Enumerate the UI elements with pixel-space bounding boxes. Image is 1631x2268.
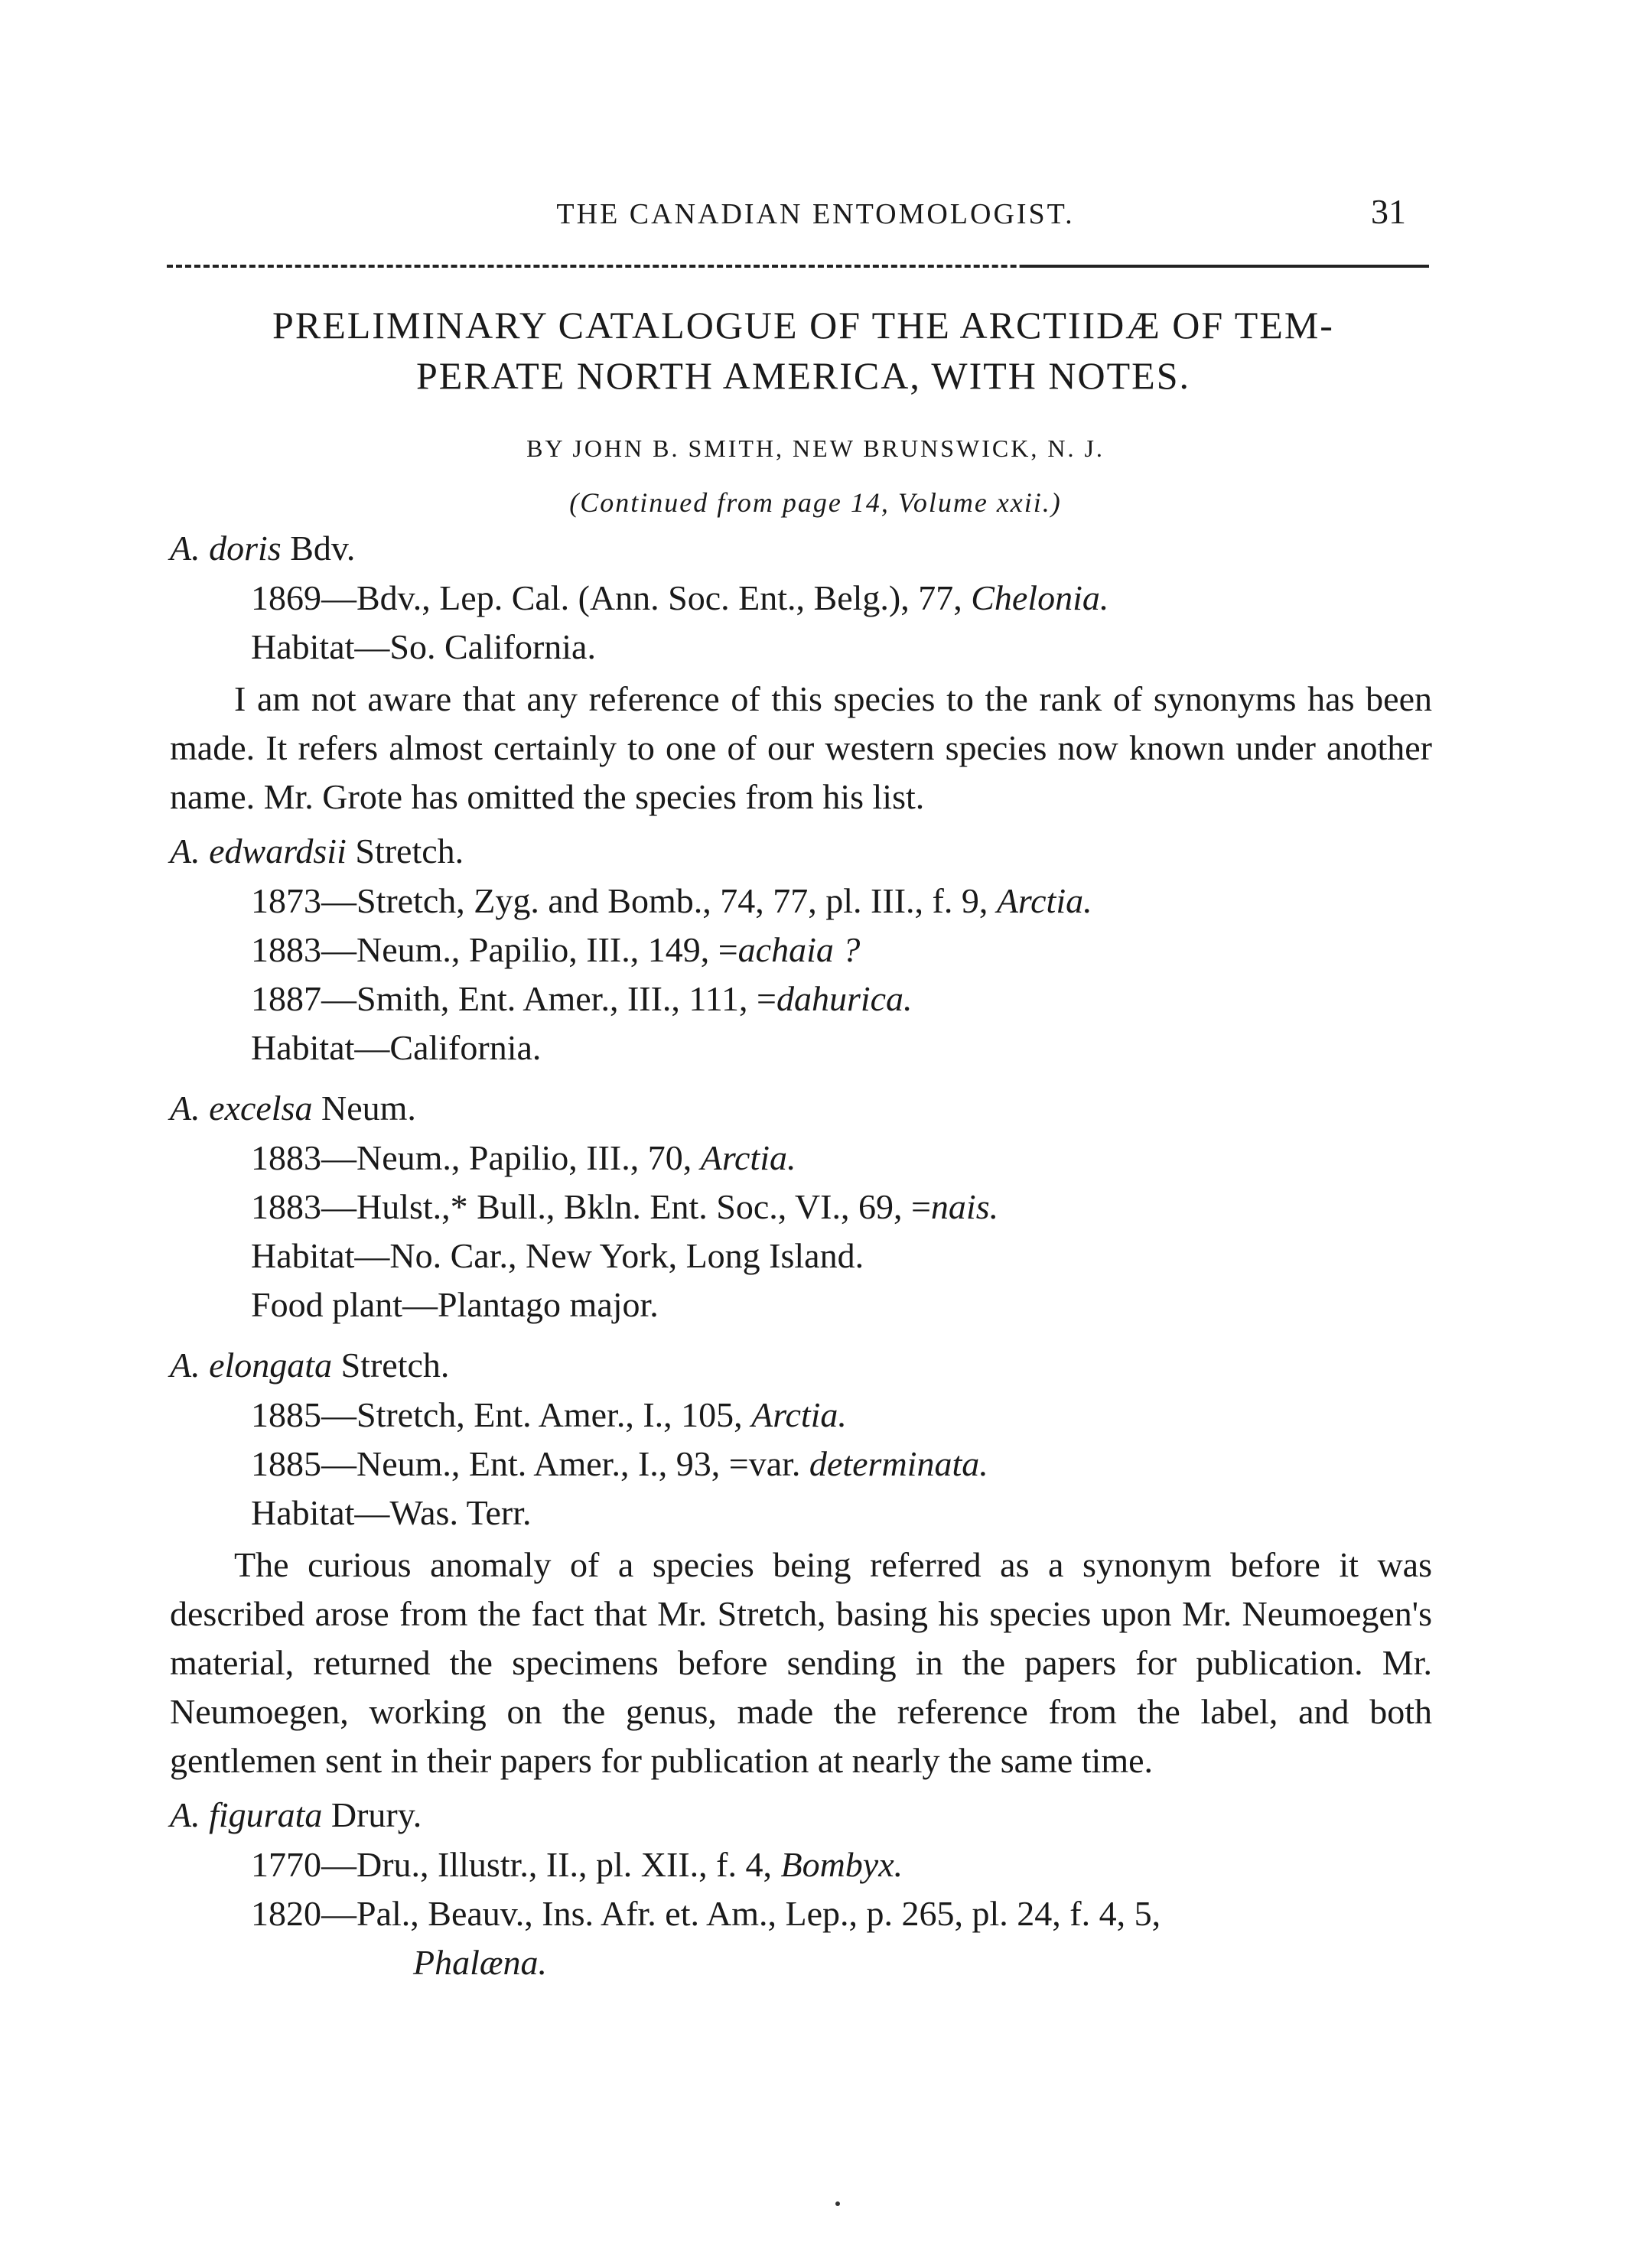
species-epithet: figurata bbox=[209, 1795, 323, 1834]
species-author: Bdv. bbox=[290, 529, 356, 568]
species-heading bbox=[170, 523, 1432, 574]
reference-line bbox=[170, 975, 1432, 1023]
reference-line bbox=[170, 926, 1432, 975]
species-genus: A. bbox=[170, 1795, 200, 1834]
reference-text: 1873—Stretch, Zyg. and Bomb., 74, 77, pl. III., f. 9, bbox=[251, 881, 997, 920]
species-heading bbox=[170, 1340, 1432, 1391]
reference-text: Habitat—California. bbox=[251, 1028, 542, 1067]
reference-genus-italic: determinata. bbox=[809, 1444, 988, 1483]
reference-genus-italic: Chelonia. bbox=[971, 578, 1109, 617]
reference-text: 1883—Hulst.,* Bull., Bkln. Ent. Soc., VI., 69, = bbox=[251, 1187, 931, 1226]
reference-text: 1885—Stretch, Ent. Amer., I., 105, bbox=[251, 1395, 752, 1434]
catalogue-body bbox=[170, 520, 1432, 1995]
reference-genus-italic: Arctia. bbox=[700, 1138, 796, 1177]
species-heading bbox=[170, 1790, 1432, 1840]
reference-genus-italic: Phalæna. bbox=[413, 1943, 548, 1982]
reference-line bbox=[170, 574, 1432, 623]
byline: BY JOHN B. SMITH, NEW BRUNSWICK, N. J. bbox=[526, 434, 1105, 462]
species-genus: A. bbox=[170, 1346, 200, 1385]
species-epithet: doris bbox=[209, 529, 282, 568]
running-head: THE CANADIAN ENTOMOLOGIST. bbox=[556, 198, 1075, 230]
reference-text: 1887—Smith, Ent. Amer., III., 111, = bbox=[251, 979, 776, 1018]
reference-text: Food plant—Plantago major. bbox=[251, 1285, 659, 1324]
reference-text: 1885—Neum., Ent. Amer., I., 93, =var. bbox=[251, 1444, 809, 1483]
species-author: Neum. bbox=[321, 1088, 416, 1127]
species-epithet: elongata bbox=[209, 1346, 333, 1385]
reference-genus-italic: dahurica. bbox=[776, 979, 913, 1018]
reference-line bbox=[170, 1391, 1432, 1440]
header-rule-solid bbox=[1025, 265, 1429, 268]
reference-genus-italic: Arctia. bbox=[996, 881, 1092, 920]
reference-text: 1770—Dru., Illustr., II., pl. XII., f. 4, bbox=[251, 1845, 781, 1884]
reference-text: Habitat—No. Car., New York, Long Island. bbox=[251, 1236, 864, 1275]
entry-spacer bbox=[170, 1329, 1432, 1337]
entry-spacer bbox=[170, 1987, 1432, 1995]
species-genus: A. bbox=[170, 1088, 200, 1127]
reference-line bbox=[170, 1232, 1432, 1280]
species-genus: A. bbox=[170, 831, 200, 870]
reference-genus-italic: nais. bbox=[930, 1187, 999, 1226]
reference-line bbox=[170, 1938, 1432, 1987]
reference-text: 1869—Bdv., Lep. Cal. (Ann. Soc. Ent., Belg.), 77, bbox=[251, 578, 972, 617]
reference-line bbox=[170, 1183, 1432, 1232]
reference-line bbox=[170, 1889, 1432, 1938]
species-author: Stretch. bbox=[340, 1346, 450, 1385]
species-author: Stretch. bbox=[355, 831, 464, 870]
reference-line bbox=[170, 1023, 1432, 1072]
species-author: Drury. bbox=[330, 1795, 422, 1834]
species-epithet: excelsa bbox=[209, 1088, 313, 1127]
reference-text: 1820—Pal., Beauv., Ins. Afr. et. Am., Lep., p. 265, pl. 24, f. 4, 5, bbox=[251, 1894, 1161, 1933]
entry-spacer bbox=[170, 1072, 1432, 1080]
reference-text: 1883—Neum., Papilio, III., 70, bbox=[251, 1138, 701, 1177]
species-note: I am not aware that any reference of this species to the rank of synonyms has been made. It refers almost certainly to one of our western species now known under another name. Mr. Grote has omitted the species from his list. bbox=[170, 679, 1432, 816]
continued-note: (Continued from page 14, Volume xxii.) bbox=[569, 487, 1062, 518]
article-title-line-1: PRELIMINARY CATALOGUE OF THE ARCTIIDÆ OF TEM- bbox=[272, 304, 1334, 347]
reference-genus-italic: Arctia. bbox=[751, 1395, 847, 1434]
reference-text: Habitat—Was. Terr. bbox=[251, 1493, 532, 1532]
reference-genus-italic: achaia ? bbox=[737, 930, 861, 969]
article-title-line-2: PERATE NORTH AMERICA, WITH NOTES. bbox=[415, 354, 1191, 397]
species-genus: A. bbox=[170, 529, 200, 568]
reference-line bbox=[170, 1840, 1432, 1889]
article-title bbox=[161, 300, 1446, 401]
reference-line bbox=[170, 1280, 1432, 1329]
species-epithet: edwardsii bbox=[209, 831, 347, 870]
reference-genus-italic: Bombyx. bbox=[780, 1845, 903, 1884]
species-heading bbox=[170, 826, 1432, 877]
reference-line bbox=[170, 623, 1432, 672]
species-heading bbox=[170, 1083, 1432, 1134]
page-header bbox=[0, 192, 1631, 243]
reference-text: Habitat—So. California. bbox=[251, 627, 596, 666]
reference-line bbox=[170, 1440, 1432, 1489]
reference-line bbox=[170, 1489, 1432, 1537]
footer-mark bbox=[835, 2201, 840, 2206]
reference-text: 1883—Neum., Papilio, III., 149, = bbox=[251, 930, 738, 969]
reference-line bbox=[170, 877, 1432, 926]
page-number: 31 bbox=[1371, 192, 1406, 231]
species-note: The curious anomaly of a species being referred as a synonym before it was described arose from the fact that Mr. Stretch, basing his species upon Mr. Neumoegen's material, returned the specimens before sending in the papers for publication. Mr. Neumoegen, working on the genus, made the reference from the label, and both gentlemen sent in their papers for publication at nearly the same time. bbox=[170, 1545, 1432, 1780]
reference-line bbox=[170, 1134, 1432, 1183]
